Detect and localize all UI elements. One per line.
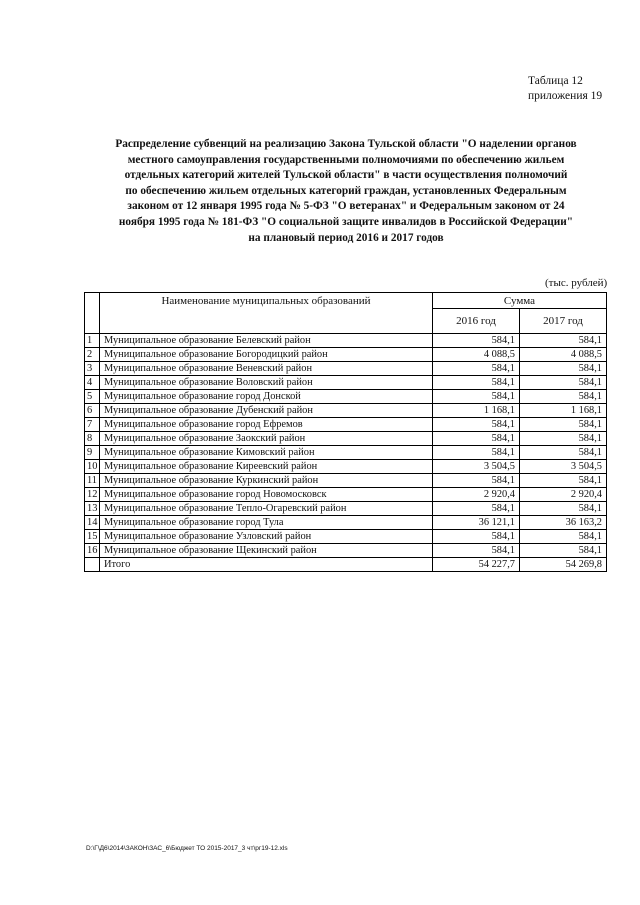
row-2017-cell: 584,1 [520, 390, 607, 404]
row-name-cell: Муниципальное образование Тепло-Огаревский район [100, 502, 433, 516]
row-2017-cell: 2 920,4 [520, 488, 607, 502]
table-row [85, 376, 607, 390]
row-2017-cell: 584,1 [520, 418, 607, 432]
row-2016-cell: 584,1 [433, 376, 520, 390]
title-line: местного самоуправления государственными полномочиями по обеспечению жильем [127, 153, 565, 166]
row-2016-cell: 584,1 [433, 432, 520, 446]
table-row [85, 348, 607, 362]
row-number-cell: 5 [85, 390, 100, 404]
row-2017-cell: 1 168,1 [520, 404, 607, 418]
row-name-cell: Муниципальное образование Заокский район [100, 432, 433, 446]
table-caption [528, 74, 602, 104]
row-2016-cell: 1 168,1 [433, 404, 520, 418]
table-row [85, 446, 607, 460]
row-2016-cell: 584,1 [433, 530, 520, 544]
table-header-row [85, 293, 607, 309]
row-name-cell: Муниципальное образование Киреевский район [100, 460, 433, 474]
row-number-cell: 14 [85, 516, 100, 530]
row-2017-cell: 584,1 [520, 432, 607, 446]
table-row [85, 502, 607, 516]
table-row [85, 460, 607, 474]
row-2016-cell: 584,1 [433, 474, 520, 488]
row-2017-cell: 584,1 [520, 474, 607, 488]
title-line: законом от 12 января 1995 года № 5-ФЗ "О ветеранах" и Федеральным законом от 24 [127, 200, 565, 213]
header-2017-cell: 2017 год [520, 309, 607, 334]
row-2017-cell: 584,1 [520, 376, 607, 390]
title-line: на плановый период 2016 и 2017 годов [248, 231, 444, 244]
row-2016-cell: 584,1 [433, 544, 520, 558]
units-label: (тыс. рублей) [545, 277, 608, 289]
row-2017-cell: 36 163,2 [520, 516, 607, 530]
row-number-cell: 13 [85, 502, 100, 516]
caption-appendix: приложения 19 [528, 90, 603, 102]
row-number-cell: 15 [85, 530, 100, 544]
row-name-cell: Муниципальное образование Кимовский район [100, 446, 433, 460]
table-row [85, 390, 607, 404]
row-name-cell: Муниципальное образование Куркинский район [100, 474, 433, 488]
row-name-cell: Муниципальное образование Воловский район [100, 376, 433, 390]
row-2016-cell: 36 121,1 [433, 516, 520, 530]
row-2016-cell: 584,1 [433, 362, 520, 376]
row-2017-cell: 584,1 [520, 446, 607, 460]
row-2016-cell: 584,1 [433, 418, 520, 432]
row-name-cell: Муниципальное образование город Тула [100, 516, 433, 530]
row-number-cell: 6 [85, 404, 100, 418]
table-row [85, 404, 607, 418]
row-number-cell: 11 [85, 474, 100, 488]
row-number-cell: 12 [85, 488, 100, 502]
row-2017-cell: 584,1 [520, 544, 607, 558]
header-number-cell [85, 293, 100, 334]
row-2017-cell: 584,1 [520, 530, 607, 544]
caption-table-number: Таблица 12 [528, 75, 583, 87]
table-row [85, 516, 607, 530]
table-body [85, 334, 607, 558]
row-name-cell: Муниципальное образование Дубенский район [100, 404, 433, 418]
header-sum-cell: Сумма [433, 293, 607, 309]
row-2017-cell: 584,1 [520, 502, 607, 516]
row-number-cell: 4 [85, 376, 100, 390]
row-name-cell: Муниципальное образование Щекинский район [100, 544, 433, 558]
title-line: отдельных категорий жителей Тульской области" в части осуществления полномочий [124, 169, 568, 182]
row-2016-cell: 584,1 [433, 446, 520, 460]
total-2016-cell: 54 227,7 [433, 558, 520, 572]
row-number-cell: 3 [85, 362, 100, 376]
row-2017-cell: 3 504,5 [520, 460, 607, 474]
row-2016-cell: 3 504,5 [433, 460, 520, 474]
row-name-cell: Муниципальное образование город Новомосковск [100, 488, 433, 502]
total-label-cell: Итого [100, 558, 433, 572]
total-row [85, 558, 607, 572]
table-row [85, 418, 607, 432]
row-number-cell: 16 [85, 544, 100, 558]
row-2017-cell: 584,1 [520, 362, 607, 376]
file-path-footer: D:\Г\Д6\2014\ЗАКОН\ЗАС_6\Бюджет ТО 2015-2017_3 чт\рг19-12.xls [86, 845, 288, 852]
table-row [85, 488, 607, 502]
row-number-cell: 7 [85, 418, 100, 432]
row-name-cell: Муниципальное образование Богородицкий район [100, 348, 433, 362]
row-name-cell: Муниципальное образование Белевский район [100, 334, 433, 348]
title-line: Распределение субвенций на реализацию Закона Тульской области "О наделении органов [115, 138, 577, 150]
row-2016-cell: 584,1 [433, 334, 520, 348]
row-2017-cell: 584,1 [520, 334, 607, 348]
row-number-cell: 8 [85, 432, 100, 446]
row-number-cell: 1 [85, 334, 100, 348]
row-2016-cell: 4 088,5 [433, 348, 520, 362]
table-row [85, 362, 607, 376]
row-name-cell: Муниципальное образование город Донской [100, 390, 433, 404]
row-number-cell: 2 [85, 348, 100, 362]
row-2016-cell: 584,1 [433, 390, 520, 404]
row-2017-cell: 4 088,5 [520, 348, 607, 362]
header-name-cell: Наименование муниципальных образований [100, 293, 433, 334]
row-2016-cell: 2 920,4 [433, 488, 520, 502]
table-row [85, 530, 607, 544]
subsidy-table [84, 292, 607, 572]
total-2017-cell: 54 269,8 [520, 558, 607, 572]
document-title [80, 137, 612, 246]
table-row [85, 544, 607, 558]
table-row [85, 474, 607, 488]
row-name-cell: Муниципальное образование город Ефремов [100, 418, 433, 432]
row-2016-cell: 584,1 [433, 502, 520, 516]
title-line: ноября 1995 года № 181-ФЗ "О социальной защите инвалидов в Российской Федерации" [118, 215, 574, 228]
table-row [85, 432, 607, 446]
title-line: по обеспечению жильем отдельных категорий граждан, установленных Федеральным [125, 184, 567, 197]
row-number-cell: 10 [85, 460, 100, 474]
total-number-cell [85, 558, 100, 572]
table-row [85, 334, 607, 348]
row-number-cell: 9 [85, 446, 100, 460]
row-name-cell: Муниципальное образование Узловский район [100, 530, 433, 544]
header-2016-cell: 2016 год [433, 309, 520, 334]
row-name-cell: Муниципальное образование Веневский район [100, 362, 433, 376]
